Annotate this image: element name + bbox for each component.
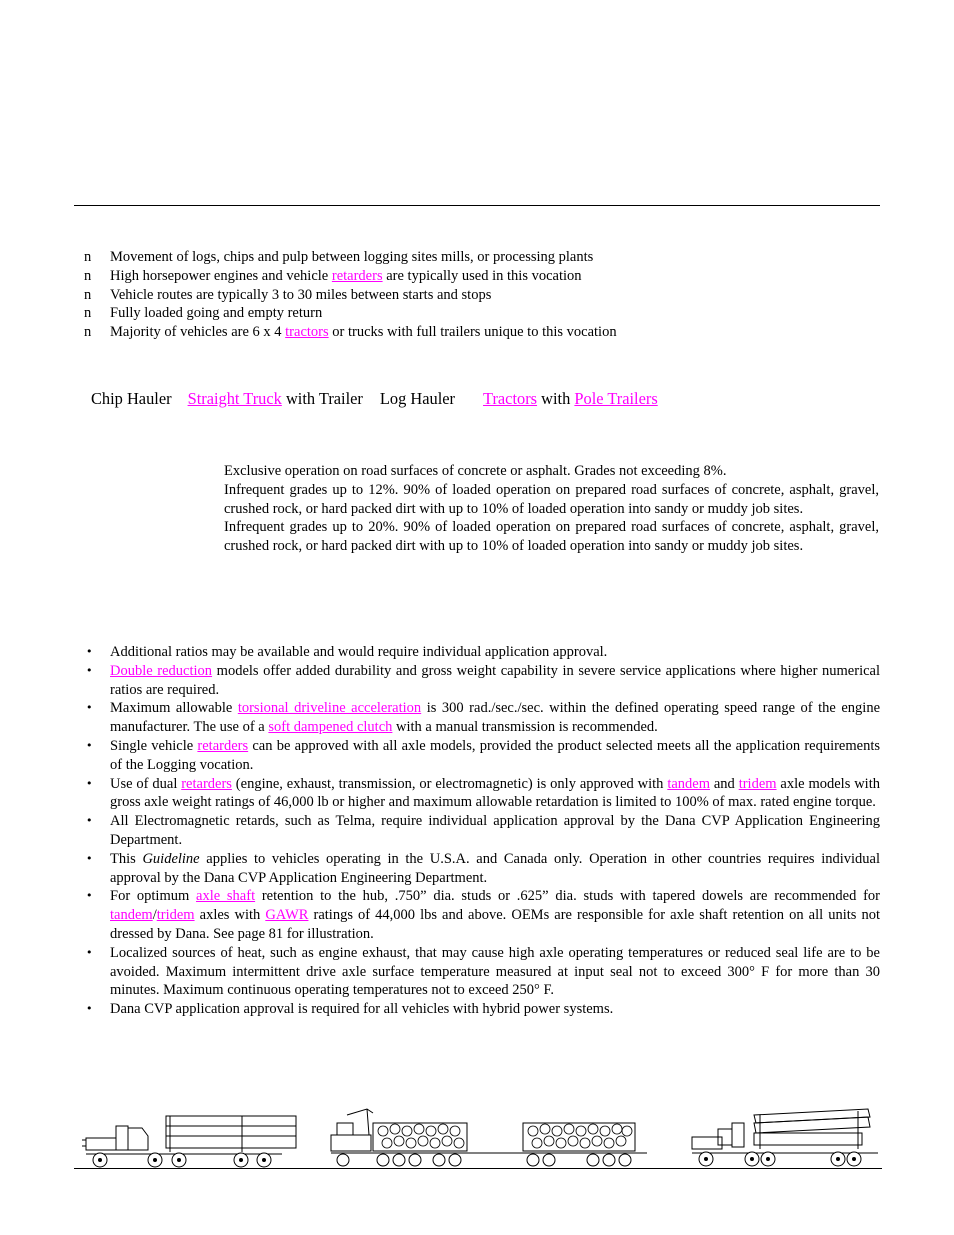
tandem-link[interactable]: tandem	[110, 907, 153, 924]
item-text: Movement of logs, chips and pulp between logging sites mills, or processing plants	[110, 249, 594, 265]
note-item	[84, 662, 880, 700]
item-text: /	[152, 907, 157, 924]
soft-dampened-clutch-link[interactable]: soft dampened clutch	[268, 719, 393, 736]
vocation-features-list	[84, 248, 884, 342]
tandem-link[interactable]: tandem	[667, 775, 710, 792]
emphasis-text: Guideline	[142, 850, 200, 867]
note-item	[84, 699, 880, 737]
item-text: Single vehicle	[110, 737, 198, 754]
log-hauler-truck-illustration	[327, 1105, 653, 1170]
feature-item	[84, 286, 884, 305]
list-marker: n	[84, 249, 92, 265]
tridem-link[interactable]: tridem	[738, 775, 777, 792]
bullet-icon: •	[86, 851, 93, 865]
axle-shaft-link[interactable]: axle shaft	[196, 888, 256, 905]
item-text: retention to the hub, .750” dia. studs or .625” dia. studs with tapered dowels are recommended for	[255, 888, 881, 905]
terrain-off-road: Infrequent grades up to 20%. 90% of loaded operation on prepared road surfaces of concrete, asphalt, gravel, crushed rock, or hard packed dirt with up to 10% of loaded operation into sandy or muddy job sites.	[224, 519, 879, 555]
item-text: Majority of vehicles are 6 x 4	[110, 324, 286, 341]
item-text: Dana CVP application approval is required for all vehicles with hybrid power systems.	[110, 1001, 614, 1018]
with-text: with	[537, 389, 575, 408]
with-trailer-text: with Trailer	[281, 389, 363, 408]
note-item	[84, 887, 880, 943]
torsional-driveline-acceleration-link[interactable]: torsional driveline acceleration	[237, 700, 422, 717]
note-item	[84, 775, 880, 813]
note-item	[84, 737, 880, 775]
note-item	[84, 643, 880, 662]
application-notes-list	[84, 643, 880, 1019]
list-marker: n	[84, 305, 92, 322]
typical-vehicles-row	[91, 389, 658, 409]
bullet-icon: •	[86, 889, 93, 903]
feature-item	[84, 304, 884, 323]
item-text: axle models with gross axle weight ratings of 46,000 lb or higher and maximum allowable retardation is limited to 100% of max. rated engine torque.	[110, 775, 880, 811]
bullet-icon: •	[86, 645, 93, 658]
bullet-icon: •	[86, 776, 93, 790]
item-text: axles with	[194, 907, 266, 924]
feature-item	[84, 248, 884, 267]
item-text: Additional ratios may be available and would require individual application approval.	[110, 644, 608, 660]
item-text: or trucks with full trailers unique to this vocation	[328, 324, 617, 341]
item-text: applies to vehicles operating in the U.S.A. and Canada only. Operation in other countries requires individual approval by the Dana CVP Application Engineering Department.	[110, 850, 881, 886]
tractors-link[interactable]: tractors	[285, 324, 329, 341]
item-text: This	[110, 850, 143, 867]
item-text: High horsepower engines and vehicle	[110, 267, 332, 284]
item-text: and	[710, 775, 739, 792]
note-item	[84, 812, 880, 850]
log-hauler-label: Log Hauler	[379, 389, 456, 408]
item-text: All Electromagnetic retards, such as Telma, require individual application approval by the Dana CVP Application Engineering Department.	[110, 813, 880, 848]
bullet-icon: •	[86, 701, 93, 715]
footer-rule	[74, 1168, 882, 1169]
bullet-icon: •	[86, 1002, 93, 1016]
bullet-icon: •	[86, 738, 93, 752]
terrain-on-off-road: Infrequent grades up to 12%. 90% of loaded operation on prepared road surfaces of concrete, asphalt, gravel, crushed rock, or hard packed dirt with up to 10% of loaded operation into sandy or muddy job sites.	[224, 481, 879, 517]
bullet-icon: •	[86, 945, 93, 959]
chip-hauler-label: Chip Hauler	[91, 389, 172, 408]
feature-item	[84, 267, 884, 286]
item-text: is 300 rad./sec./sec. within the defined operating speed range of the engine manufacturer. The use of a	[110, 700, 881, 736]
list-marker: n	[84, 286, 92, 303]
retarders-link[interactable]: retarders	[197, 737, 249, 754]
note-item	[84, 850, 880, 888]
gawr-link[interactable]: GAWR	[265, 907, 309, 924]
item-text: (engine, exhaust, transmission, or electromagnetic) is only approved with	[231, 775, 668, 792]
retarders-link[interactable]: retarders	[181, 775, 232, 792]
item-text: are typically used in this vocation	[382, 267, 582, 284]
item-text: Maximum allowable	[110, 700, 238, 717]
terrain-descriptions	[224, 462, 879, 556]
note-item	[84, 1000, 880, 1019]
item-text: models offer added durability and gross weight capability in severe service applications where higher numerical ratios are required.	[110, 662, 880, 698]
straight-truck-link[interactable]: Straight Truck	[187, 389, 282, 408]
tractors-link[interactable]: Tractors	[483, 389, 538, 408]
tridem-link[interactable]: tridem	[156, 907, 195, 924]
item-text: with a manual transmission is recommended.	[392, 719, 658, 736]
item-text: Fully loaded going and empty return	[110, 305, 323, 322]
feature-item	[84, 323, 884, 342]
chip-hauler-truck-illustration	[82, 1110, 302, 1170]
item-text: ratings of 44,000 lbs and above. OEMs are responsible for axle shaft retention on all units not dressed by Dana. See page 81 for illustration.	[110, 907, 880, 942]
header-rule	[74, 205, 880, 206]
bullet-icon: •	[86, 814, 93, 828]
item-text: Use of dual	[110, 775, 182, 792]
terrain-on-highway: Exclusive operation on road surfaces of concrete or asphalt. Grades not exceeding 8%.	[224, 463, 727, 479]
list-marker: n	[84, 324, 92, 341]
retarders-link[interactable]: retarders	[331, 267, 383, 284]
double-reduction-link[interactable]: Double reduction	[110, 662, 213, 679]
pole-trailers-link[interactable]: Pole Trailers	[574, 389, 658, 408]
item-text: can be approved with all axle models, provided the product selected meets all the application requirements of the Logging vocation.	[110, 737, 881, 773]
item-text: Localized sources of heat, such as engine exhaust, that may cause high axle operating temperatures or reduced seal life are to be avoided. Maximum intermittent drive axle surface temperature measured at input seal not to exceed 300° F for more than 30 minutes. Maximum continuous operating temperatures not to exceed 250° F.	[110, 944, 880, 999]
note-item	[84, 944, 880, 1000]
bullet-icon: •	[86, 663, 93, 677]
item-text: Vehicle routes are typically 3 to 30 miles between starts and stops	[110, 286, 492, 303]
pole-trailer-tractor-illustration	[688, 1105, 883, 1170]
list-marker: n	[84, 267, 92, 284]
item-text: For optimum	[110, 888, 197, 905]
